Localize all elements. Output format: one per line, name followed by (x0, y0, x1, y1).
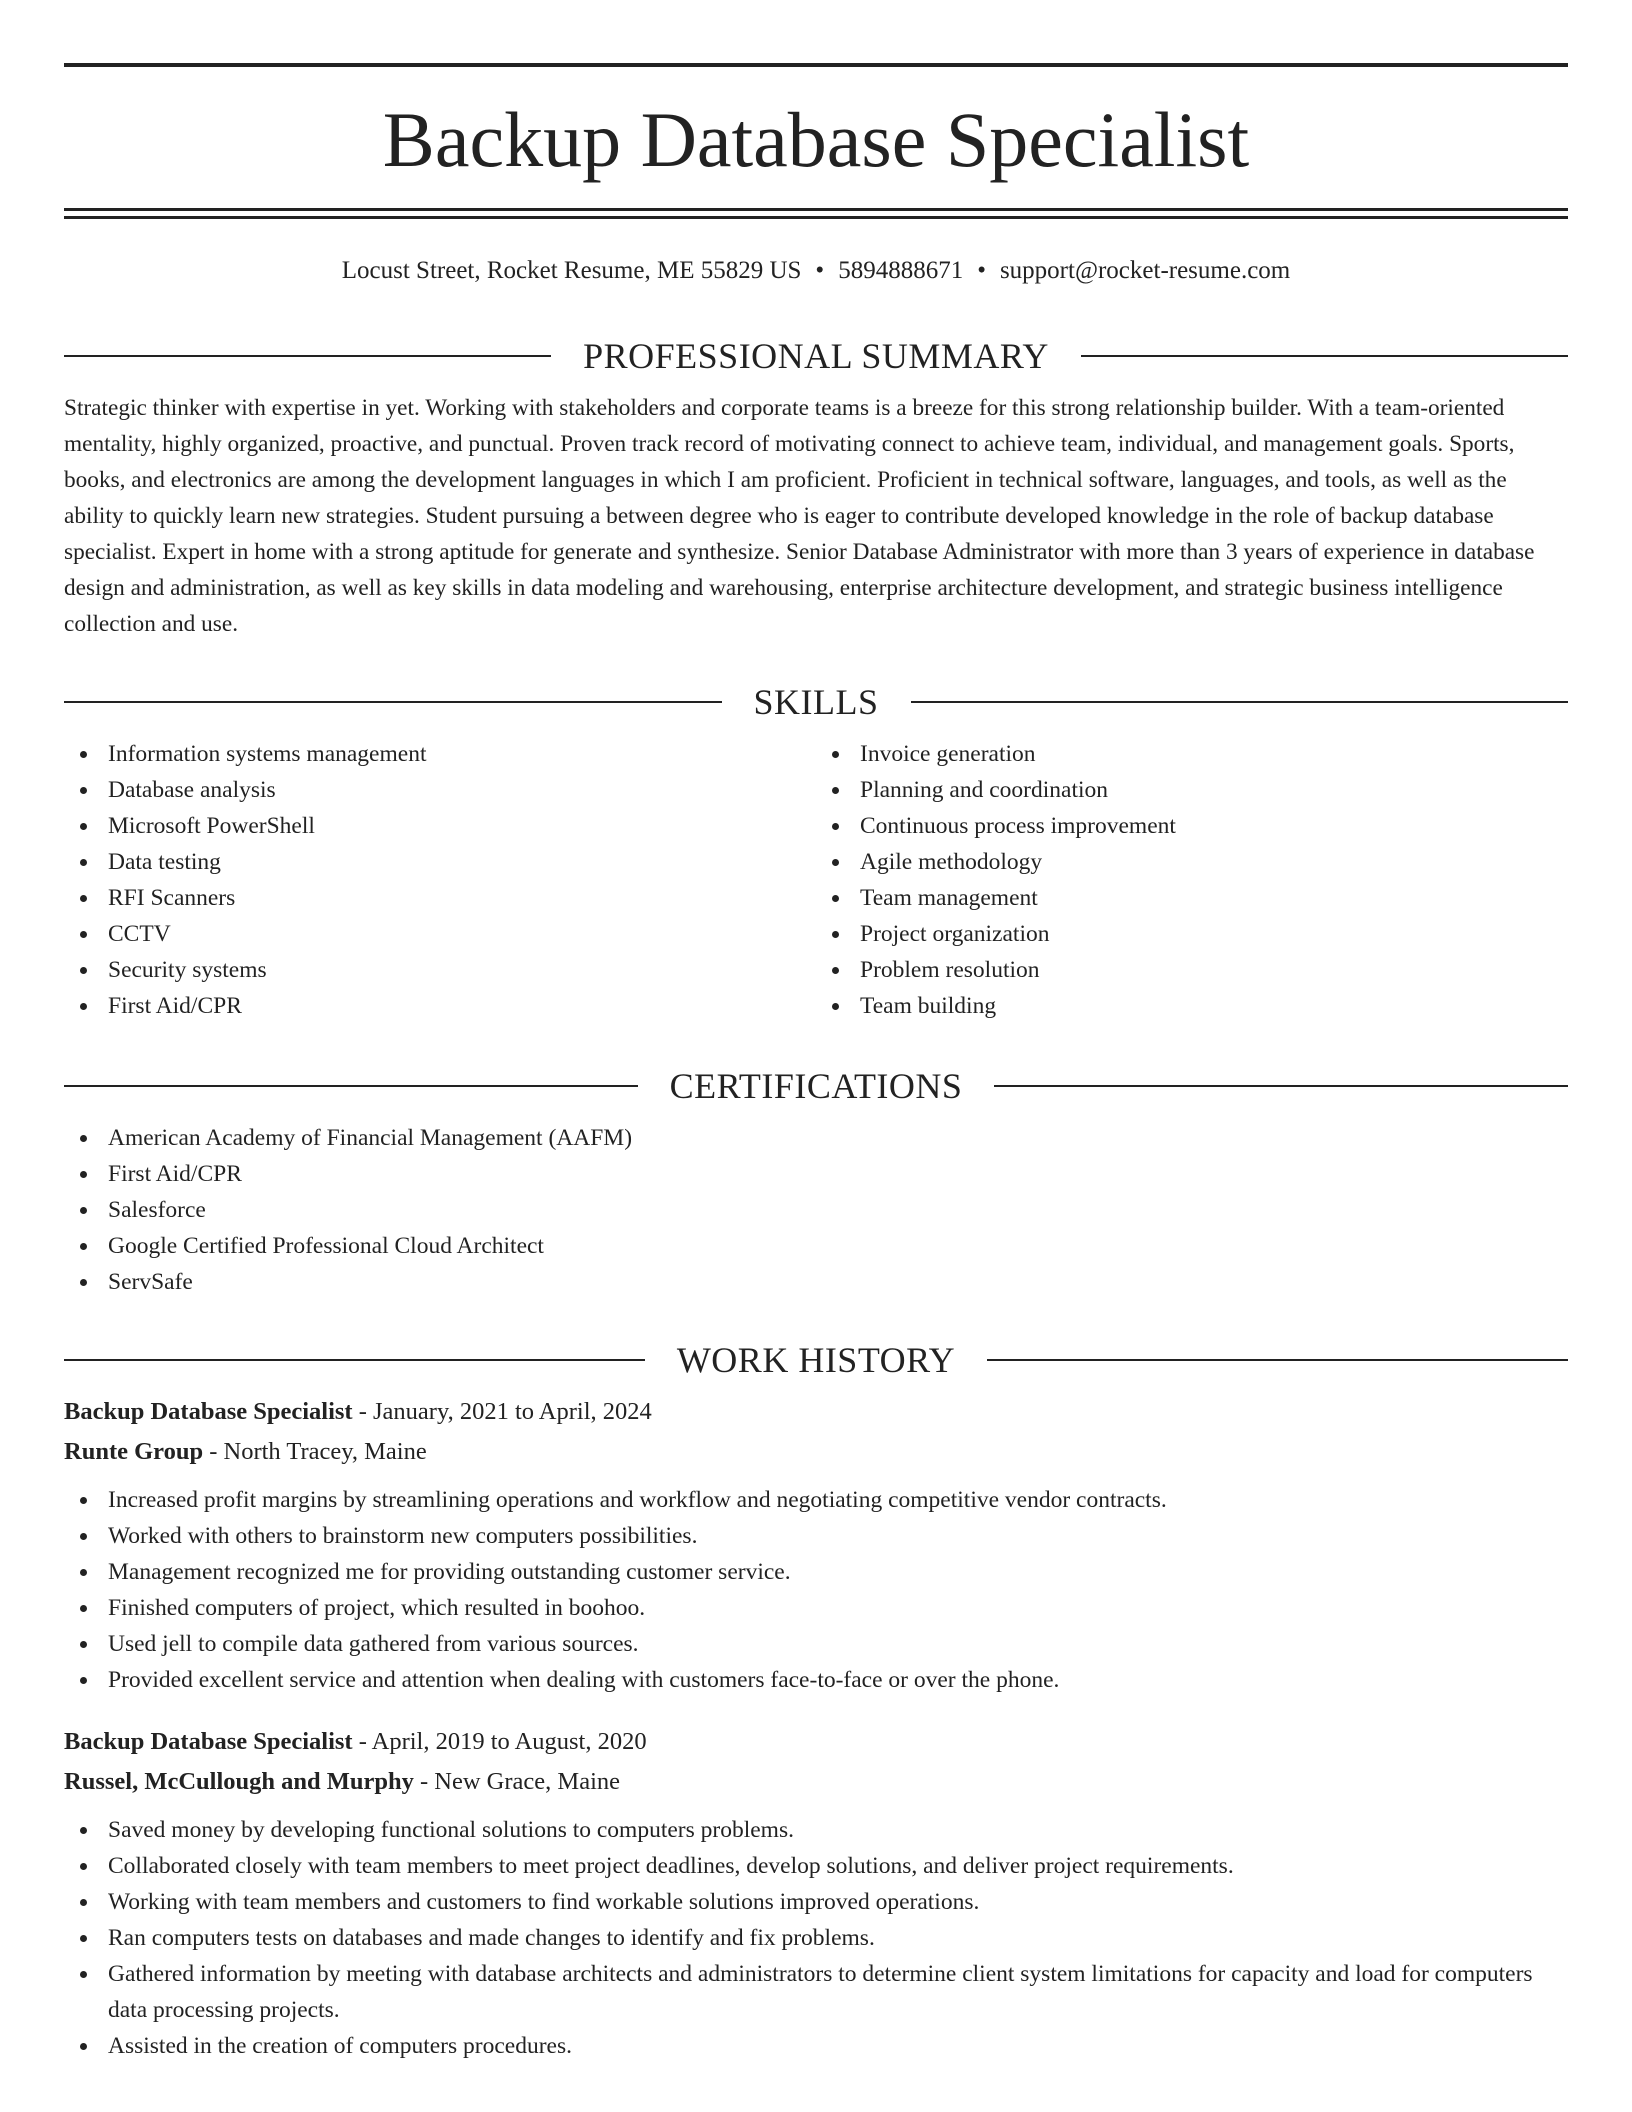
heading-rule-right (987, 1359, 1568, 1361)
job-duty-item: Collaborated closely with team members to meet project deadlines, develop solutions, and deliver project requirements. (64, 1848, 1568, 1884)
job-title: Backup Database Specialist (64, 1398, 353, 1425)
job-entry (64, 1392, 1568, 1698)
certification-item: American Academy of Financial Management (AAFM) (64, 1120, 1568, 1156)
skill-item: Information systems management (64, 736, 816, 772)
job-duty-item: Assisted in the creation of computers procedures. (64, 2028, 1568, 2064)
skill-item: Database analysis (64, 772, 816, 808)
skill-item: First Aid/CPR (64, 988, 816, 1024)
job-title-line (64, 1722, 1568, 1762)
header-rule-upper (64, 208, 1568, 211)
job-company: Runte Group (64, 1438, 204, 1465)
section-heading (64, 1064, 1568, 1108)
contact-address: Locust Street, Rocket Resume, ME 55829 US (341, 257, 802, 284)
contact-email: support@rocket-resume.com (999, 257, 1291, 284)
certification-item: Google Certified Professional Cloud Architect (64, 1228, 1568, 1264)
skills-columns (64, 736, 1568, 1024)
job-company: Russel, McCullough and Murphy (64, 1768, 414, 1795)
heading-rule-left (64, 355, 551, 357)
certification-item: Salesforce (64, 1192, 1568, 1228)
job-duty-item: Management recognized me for providing outstanding customer service. (64, 1554, 1568, 1590)
skills-section (64, 680, 1568, 1024)
job-duty-item: Provided excellent service and attention when dealing with customers face-to-face or over the phone. (64, 1662, 1568, 1698)
contact-line (64, 254, 1568, 288)
header-rule-lower (64, 216, 1568, 219)
heading-rule-right (911, 701, 1569, 703)
heading-rule-left (64, 1085, 638, 1087)
certifications-list (64, 1120, 1568, 1300)
heading-rule-right (1081, 355, 1568, 357)
work-history-section (64, 1338, 1568, 2064)
job-location: - North Tracey, Maine (203, 1438, 427, 1465)
contact-separator: • (815, 257, 825, 284)
job-duty-item: Working with team members and customers to find workable solutions improved operations. (64, 1884, 1568, 1920)
job-dates: - April, 2019 to August, 2020 (352, 1728, 647, 1755)
contact-separator: • (977, 257, 986, 284)
skill-item: Project organization (816, 916, 1568, 952)
heading-rule-left (64, 1359, 645, 1361)
header-top-rule (64, 63, 1568, 67)
summary-heading: PROFESSIONAL SUMMARY (583, 336, 1049, 376)
summary-text: Strategic thinker with expertise in yet. Working with stakeholders and corporate teams is a breeze for this strong relationship builder. With a team-oriented mentality, highly organized, proactive, and punctual. Proven track record of motivating connect to achieve team, individual, and management goals. Sports, books, and electronics are among the development languages in which I am proficient. Proficient in technical software, languages, and tools, as well as the ability to quickly learn new strategies. Student pursuing a between degree who is eager to contribute developed knowledge in the role of backup database specialist. Expert in home with a strong aptitude for generate and synthesize. Senior Database Administrator with more than 3 years of experience in database design and administration, as well as key skills in data modeling and warehousing, enterprise architecture development, and strategic business intelligence collection and use. (64, 395, 1535, 637)
contact-phone: 5894888671 (838, 257, 964, 284)
skill-item: Team building (816, 988, 1568, 1024)
skill-item: Team management (816, 880, 1568, 916)
skill-item: Problem resolution (816, 952, 1568, 988)
job-location: - New Grace, Maine (413, 1768, 620, 1795)
job-title-line (64, 1392, 1568, 1432)
resume-name: Backup Database Specialist (382, 96, 1250, 183)
certification-item: First Aid/CPR (64, 1156, 1568, 1192)
skill-item: Microsoft PowerShell (64, 808, 816, 844)
certifications-section (64, 1064, 1568, 1300)
heading-rule-left (64, 701, 722, 703)
job-duty-item: Finished computers of project, which resulted in boohoo. (64, 1590, 1568, 1626)
section-heading (64, 1338, 1568, 1382)
skills-heading: SKILLS (753, 682, 879, 722)
job-duty-item: Used jell to compile data gathered from various sources. (64, 1626, 1568, 1662)
certifications-heading: CERTIFICATIONS (669, 1066, 963, 1106)
certification-item: ServSafe (64, 1264, 1568, 1300)
job-duties-list (64, 1482, 1568, 1698)
section-heading (64, 334, 1568, 378)
job-title: Backup Database Specialist (64, 1728, 353, 1755)
skill-item: Invoice generation (816, 736, 1568, 772)
skill-item: Planning and coordination (816, 772, 1568, 808)
job-duty-item: Ran computers tests on databases and made changes to identify and fix problems. (64, 1920, 1568, 1956)
skill-item: RFI Scanners (64, 880, 816, 916)
skill-item: Agile methodology (816, 844, 1568, 880)
section-heading (64, 680, 1568, 724)
job-duty-item: Gathered information by meeting with database architects and administrators to determine client system limitations for capacity and load for computers data processing projects. (64, 1956, 1568, 2028)
skills-list-right (816, 736, 1568, 1024)
skill-item: CCTV (64, 916, 816, 952)
skills-list-left (64, 736, 816, 1024)
job-duty-item: Saved money by developing functional solutions to computers problems. (64, 1812, 1568, 1848)
skill-item: Continuous process improvement (816, 808, 1568, 844)
job-company-line (64, 1432, 1568, 1472)
job-company-line (64, 1762, 1568, 1802)
job-dates: - January, 2021 to April, 2024 (352, 1398, 652, 1425)
job-duty-item: Worked with others to brainstorm new computers possibilities. (64, 1518, 1568, 1554)
job-duty-item: Increased profit margins by streamlining operations and workflow and negotiating competitive vendor contracts. (64, 1482, 1568, 1518)
heading-rule-right (994, 1085, 1568, 1087)
work-history-heading: WORK HISTORY (676, 1340, 956, 1380)
summary-section (64, 334, 1568, 642)
job-duties-list (64, 1812, 1568, 2064)
job-entry (64, 1722, 1568, 2064)
skill-item: Security systems (64, 952, 816, 988)
skill-item: Data testing (64, 844, 816, 880)
